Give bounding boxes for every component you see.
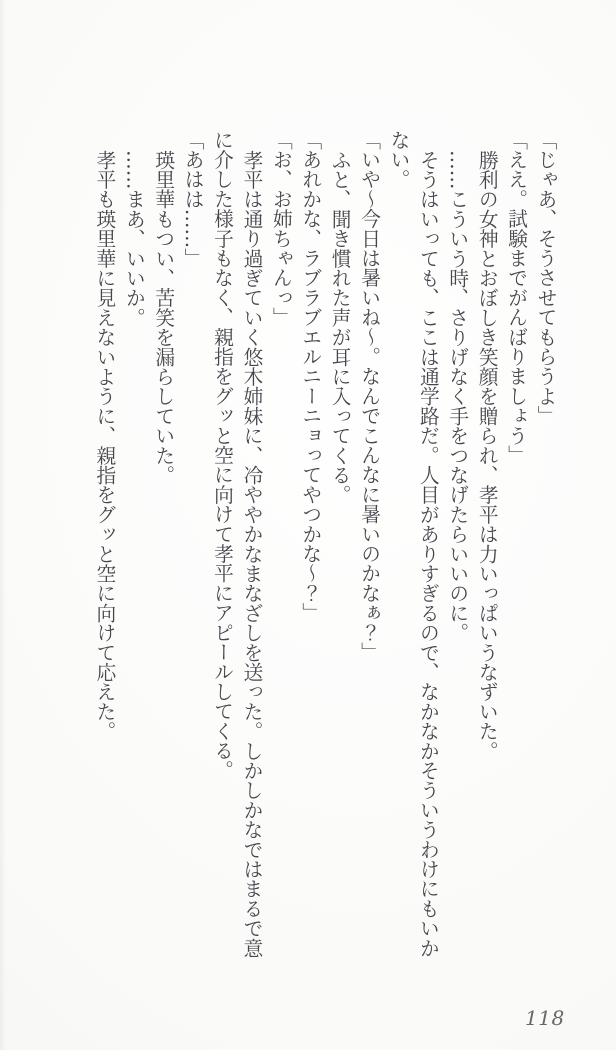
paragraph-dialogue-6: 「あはは……」 — [181, 130, 205, 268]
paragraph-narration-5: 孝平は通り過ぎていく悠木姉妹に、冷ややかなまなざしを送った。しかしかなではまるで意に介した様子もなく、親指をグッと空に向けて孝平にアピールしてくる。 — [210, 130, 263, 958]
paragraph-narration-7: ……まあ、いいか。 — [122, 149, 146, 327]
paragraph-dialogue-2: 「ええ。試験までがんばりましょう」 — [504, 130, 528, 465]
page-text — [90, 130, 561, 966]
paragraph-dialogue-1: 「じゃあ、そうさせてもらうよ」 — [534, 130, 557, 426]
paragraph-narration-4: ふと、聞き慣れた声が耳に入ってくる。 — [328, 149, 352, 505]
paragraph-narration-2: ……こういう時、さりげなく手をつなげたらいいのに。 — [445, 149, 469, 643]
paragraph-narration-8: 孝平も瑛里華に見えないように、親指をグッと空に向けて応えた。 — [92, 149, 116, 741]
page-number: 118 — [525, 1006, 565, 1030]
paragraph-narration-1: 勝利の女神とおぼしき笑顔を贈られ、孝平は力いっぱいうなずいた。 — [475, 149, 499, 761]
paragraph-narration-3: そうはいっても、ここは通学路だ。人目がありすぎるので、なかなかそういうわけにもいかない。 — [386, 130, 440, 958]
paragraph-dialogue-5: 「お、お姉ちゃんっ」 — [269, 130, 293, 327]
paragraph-dialogue-3: 「いや〜今日は暑いね〜。なんでこんなに暑いのかなぁ？」 — [357, 130, 381, 662]
paragraph-dialogue-4: 「あれかな、ラブラブエルニーニョってやつかな〜？」 — [298, 130, 322, 623]
paragraph-narration-6: 瑛里華もつい、苦笑を漏らしていた。 — [151, 149, 175, 485]
